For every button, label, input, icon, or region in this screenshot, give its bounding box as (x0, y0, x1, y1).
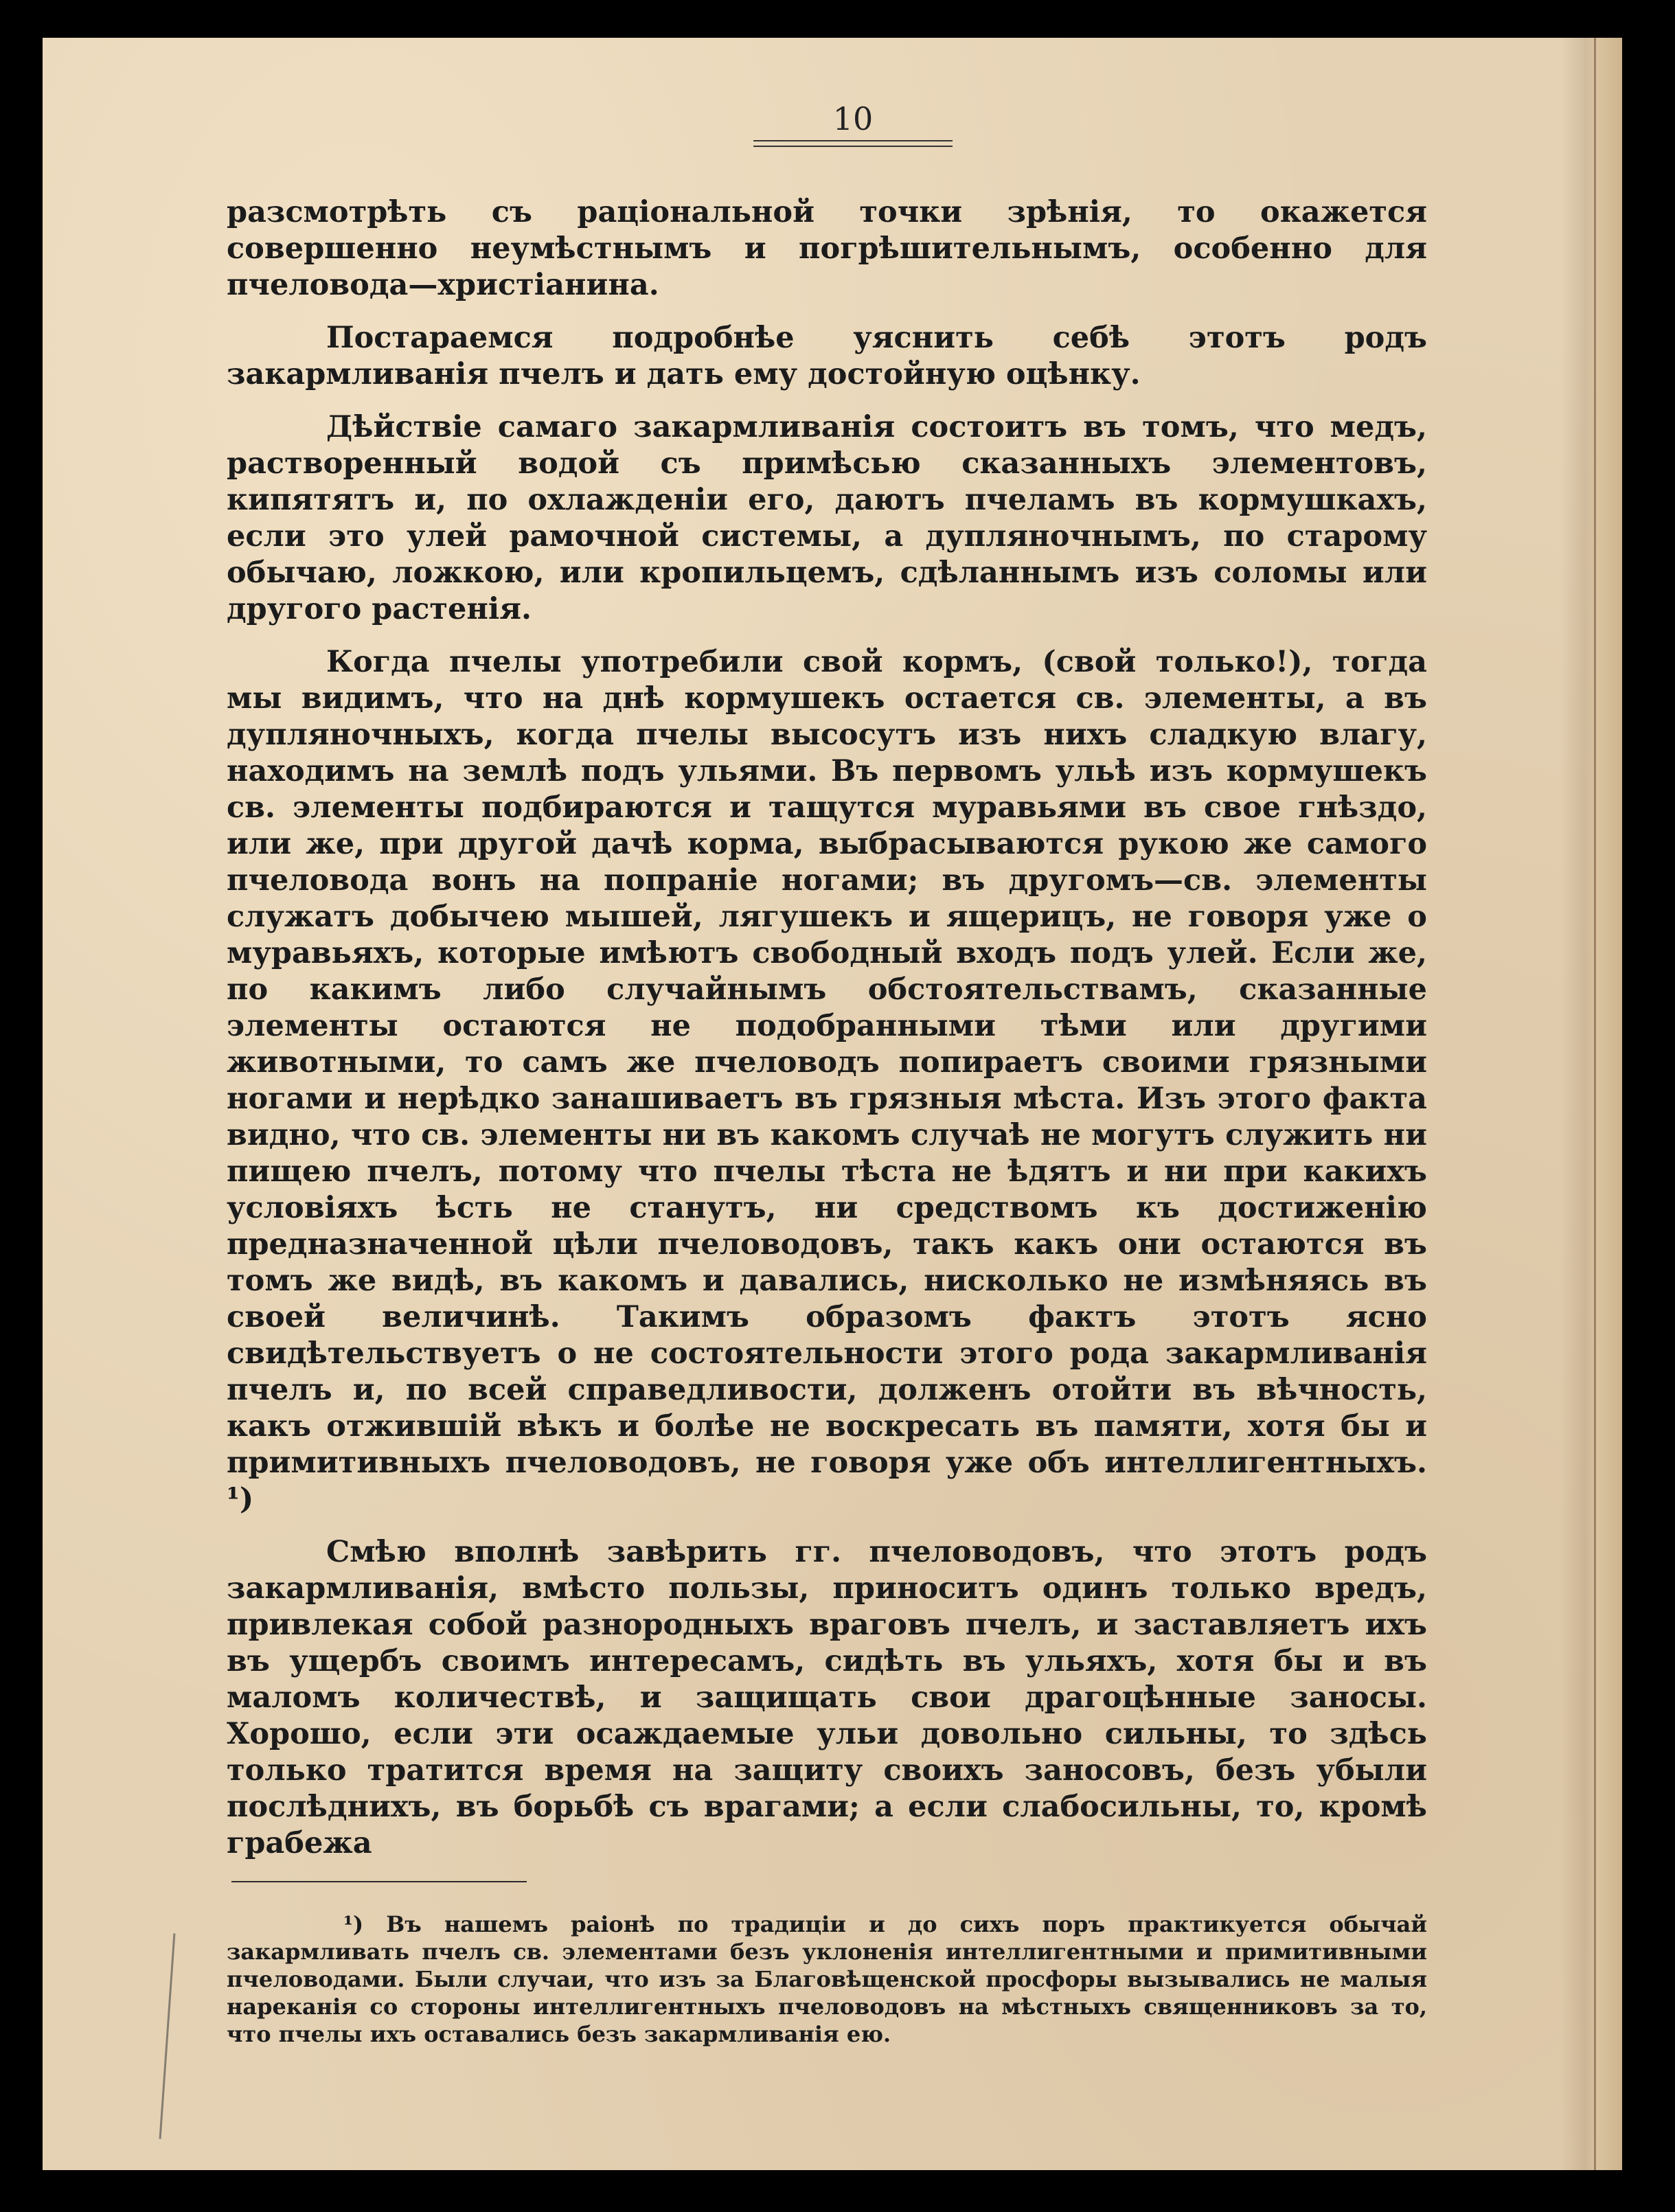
scanned-page (43, 38, 1622, 2170)
paragraph-4: Когда пчелы употребили свой кормъ, (свой только!), тогда мы видимъ, что на днѣ кормушекъ остается св. элементы, а въ дупляночныхъ, когда пчелы высосутъ изъ нихъ сладкую влагу, находимъ на землѣ подъ ульями. Въ первомъ ульѣ изъ кормушекъ св. элементы подбираются и тащутся муравьями въ свое гнѣздо, или же, при другой дачѣ корма, выбрасываются рукою же самого пчеловода вонъ на попраніе ногами; въ другомъ—св. элементы служатъ добычею мышей, лягушекъ и ящерицъ, не говоря уже о муравьяхъ, которые имѣютъ свободный входъ подъ улей. Если же, по какимъ либо случайнымъ обстоятельствамъ, сказанные элементы остаются не подобранными тѣми или другими животными, то самъ же пчеловодъ попираетъ своими грязными ногами и нерѣдко занашиваетъ въ грязныя мѣста. Изъ этого факта видно, что св. элементы ни въ какомъ случаѣ не могутъ служить ни пищею пчелъ, потому что пчелы тѣста не ѣдятъ и ни при какихъ условіяхъ ѣсть не станутъ, ни средствомъ къ достиженію предназначенной цѣли пчеловодовъ, такъ какъ они остаются въ томъ же видѣ, въ какомъ и давались, нисколько не измѣняясь въ своей величинѣ. Такимъ образомъ фактъ этотъ ясно свидѣтельствуетъ о не состоятельности этого рода закармливанія пчелъ и, по всей справедливости, долженъ отойти въ вѣчность, какъ отжившій вѣкъ и болѣе не воскресать въ памяти, хотя бы и примитивныхъ пчеловодовъ, не говоря уже объ интеллигентныхъ. ¹) (227, 645, 1427, 1516)
pencil-margin-mark (159, 1933, 176, 2139)
header-double-rule (753, 140, 953, 147)
main-text (227, 194, 1427, 1878)
page-fold-line (1594, 38, 1596, 2170)
page-edge-shadow (1560, 38, 1622, 2170)
paragraph-3: Дѣйствіе самаго закармливанія состоитъ въ томъ, что медъ, растворенный водой съ примѣсью сказанныхъ элементовъ, кипятятъ и, по охлажденіи его, даютъ пчеламъ въ кормушкахъ, если это улей рамочной системы, а дупляночнымъ, по старому обычаю, ложкою, или кропильцемъ, сдѣланнымъ изъ соломы или другого растенія. (227, 410, 1427, 626)
paragraph-1: разсмотрѣть съ раціональной точки зрѣнія, то окажется совершенно неумѣстнымъ и погрѣшительнымъ, особенно для пчеловода—христіанина. (227, 195, 1427, 302)
footnote-rule (231, 1881, 527, 1882)
footnote: ¹) Въ нашемъ раіонѣ по традиціи и до сихъ поръ практикуется обычай закармливать пчелъ св. элементами безъ уклоненія интеллигентными и примитивными пчеловодами. Были случаи, что изъ за Благовѣщенской просфоры вызывались не малыя нареканія со стороны интеллигентныхъ пчеловодовъ на мѣстныхъ священниковъ за то, что пчелы ихъ оставались безъ закармливанія ею. (227, 1911, 1427, 2047)
paragraph-2: Постараемся подробнѣе уяснить себѣ этотъ родъ закармливанія пчелъ и дать ему достойную оцѣнку. (227, 321, 1427, 391)
page-number: 10 (832, 100, 874, 137)
paragraph-5: Смѣю вполнѣ завѣрить гг. пчеловодовъ, что этотъ родъ закармливанія, вмѣсто пользы, приноситъ одинъ только вредъ, привлекая собой разнородныхъ враговъ пчелъ, и заставляетъ ихъ въ ущербъ своимъ интересамъ, сидѣть въ ульяхъ, хотя бы и въ маломъ количествѣ, и защищать свои драгоцѣнные заносы. Хорошо, если эти осаждаемые ульи довольно сильны, то здѣсь только тратится время на защиту своихъ заносовъ, безъ убыли послѣднихъ, въ борьбѣ съ врагами; а если слабосильны, то, кромѣ грабежа (227, 1535, 1427, 1860)
page-header (753, 100, 953, 147)
